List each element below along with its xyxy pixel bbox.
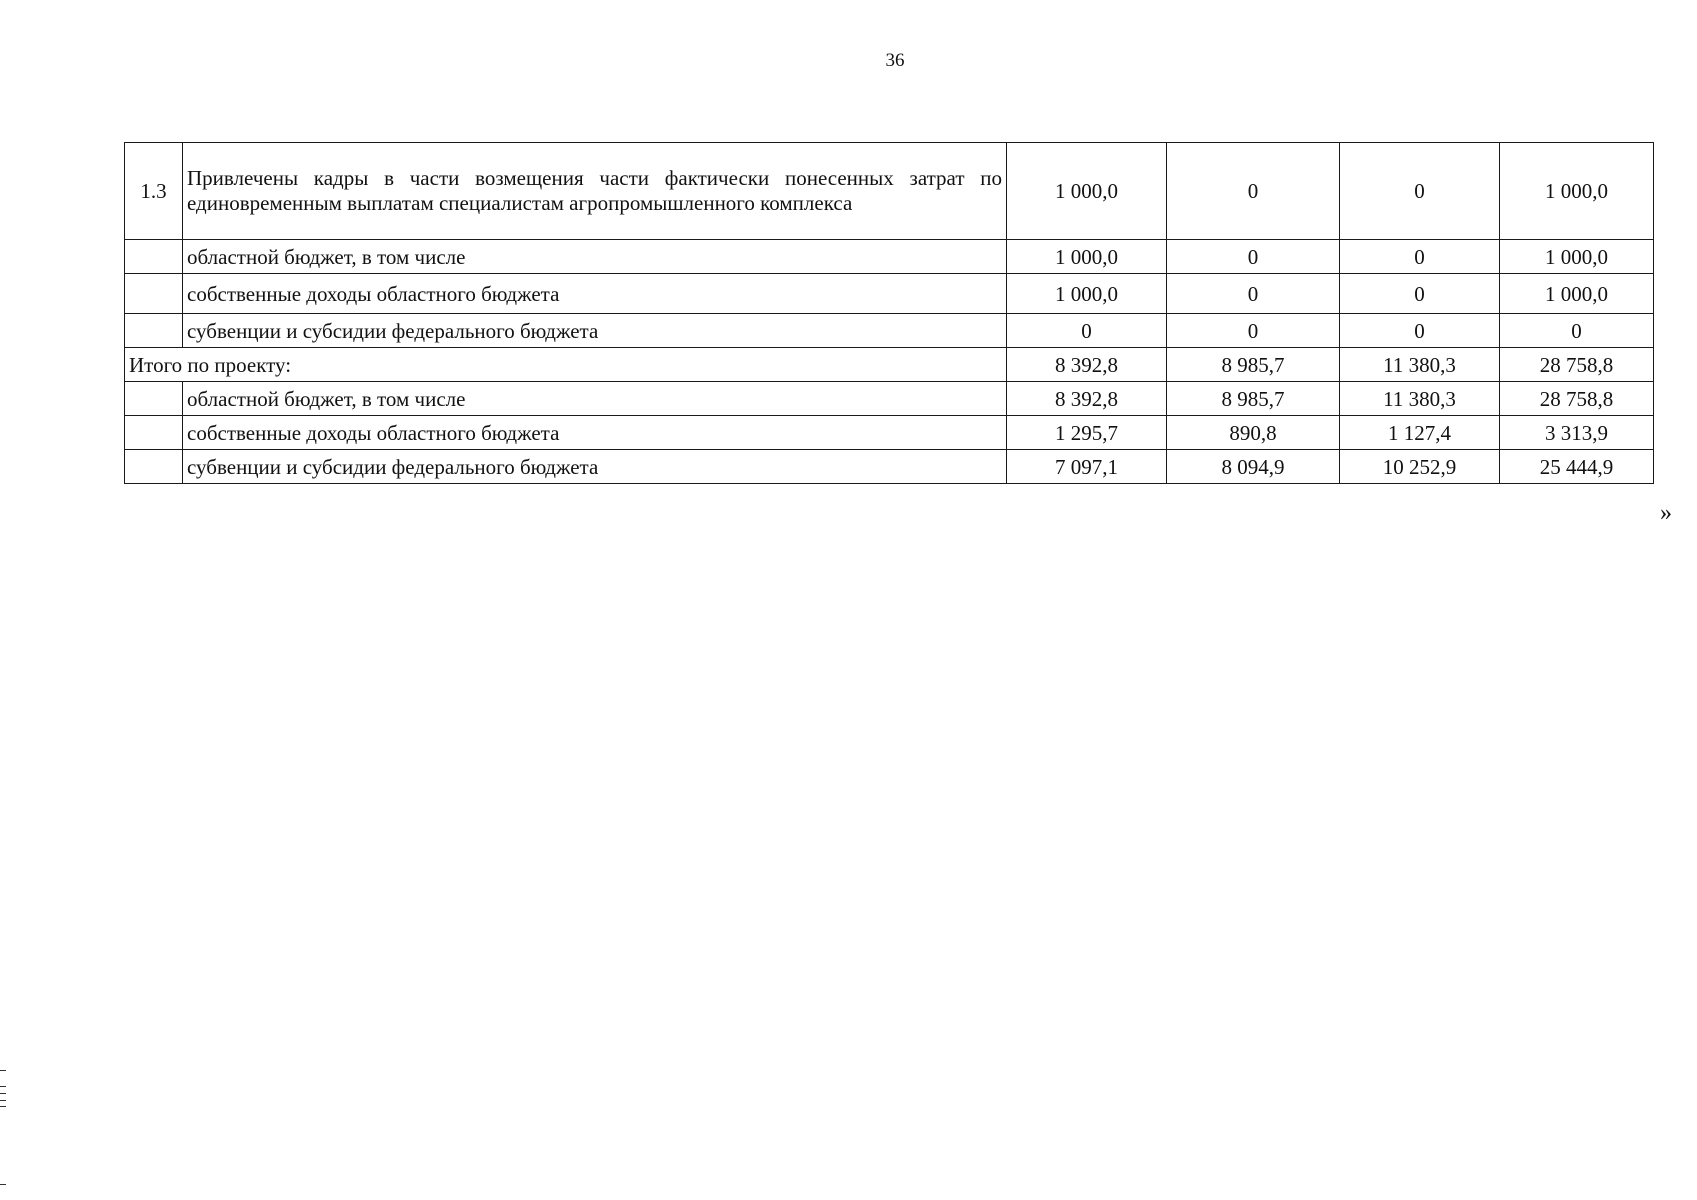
total-value-cell: 8 985,7 (1167, 348, 1340, 382)
value-cell: 1 127,4 (1340, 416, 1500, 450)
value-cell: 3 313,9 (1500, 416, 1654, 450)
row-number (125, 416, 183, 450)
value-cell: 0 (1167, 314, 1340, 348)
binding-tick-mark (0, 1070, 6, 1071)
value-cell: 0 (1167, 274, 1340, 314)
row-name: собственные доходы областного бюджета (183, 416, 1007, 450)
budget-table (124, 142, 1654, 484)
value-cell: 25 444,9 (1500, 450, 1654, 484)
value-cell: 1 000,0 (1007, 274, 1167, 314)
table-row (125, 382, 1654, 416)
value-cell: 8 392,8 (1007, 382, 1167, 416)
row-number (125, 240, 183, 274)
value-cell: 0 (1500, 314, 1654, 348)
value-cell: 7 097,1 (1007, 450, 1167, 484)
value-cell: 0 (1340, 240, 1500, 274)
closing-quote-mark: » (1660, 500, 1672, 526)
total-value-cell: 8 392,8 (1007, 348, 1167, 382)
value-cell: 0 (1167, 240, 1340, 274)
row-number (125, 314, 183, 348)
value-cell: 0 (1340, 314, 1500, 348)
binding-tick-mark (0, 1086, 6, 1087)
binding-tick-mark (0, 1106, 6, 1107)
table-row (125, 416, 1654, 450)
value-cell: 10 252,9 (1340, 450, 1500, 484)
binding-tick-mark (0, 1100, 6, 1101)
table-row (125, 314, 1654, 348)
total-value-cell: 28 758,8 (1500, 348, 1654, 382)
page-number: 36 (885, 50, 905, 71)
value-cell: 8 094,9 (1167, 450, 1340, 484)
table-row-item-1-3 (125, 143, 1654, 240)
value-cell: 0 (1007, 314, 1167, 348)
table-row-total (125, 348, 1654, 382)
row-number (125, 382, 183, 416)
row-name: субвенции и субсидии федерального бюджета (183, 314, 1007, 348)
value-cell: 1 000,0 (1500, 240, 1654, 274)
value-cell: 890,8 (1167, 416, 1340, 450)
value-cell: 1 000,0 (1500, 143, 1654, 240)
value-cell: 1 000,0 (1007, 240, 1167, 274)
table-row (125, 274, 1654, 314)
value-cell: 0 (1340, 274, 1500, 314)
value-cell: 1 000,0 (1500, 274, 1654, 314)
row-number (125, 274, 183, 314)
row-number (125, 450, 183, 484)
table-row (125, 240, 1654, 274)
value-cell: 1 000,0 (1007, 143, 1167, 240)
row-name: Привлечены кадры в части возмещения части фактически понесенных затрат по единовременным выплатам специалистам агропромышленного комплекса (183, 143, 1007, 240)
value-cell: 8 985,7 (1167, 382, 1340, 416)
row-number: 1.3 (125, 143, 183, 240)
value-cell: 28 758,8 (1500, 382, 1654, 416)
row-name: областной бюджет, в том числе (183, 240, 1007, 274)
binding-tick-mark (0, 1093, 6, 1094)
value-cell: 0 (1340, 143, 1500, 240)
row-name: субвенции и субсидии федерального бюджета (183, 450, 1007, 484)
table-row (125, 450, 1654, 484)
value-cell: 1 295,7 (1007, 416, 1167, 450)
value-cell: 11 380,3 (1340, 382, 1500, 416)
row-name: собственные доходы областного бюджета (183, 274, 1007, 314)
total-label: Итого по проекту: (125, 348, 1007, 382)
binding-tick-mark (0, 1184, 6, 1185)
value-cell: 0 (1167, 143, 1340, 240)
total-value-cell: 11 380,3 (1340, 348, 1500, 382)
row-name: областной бюджет, в том числе (183, 382, 1007, 416)
